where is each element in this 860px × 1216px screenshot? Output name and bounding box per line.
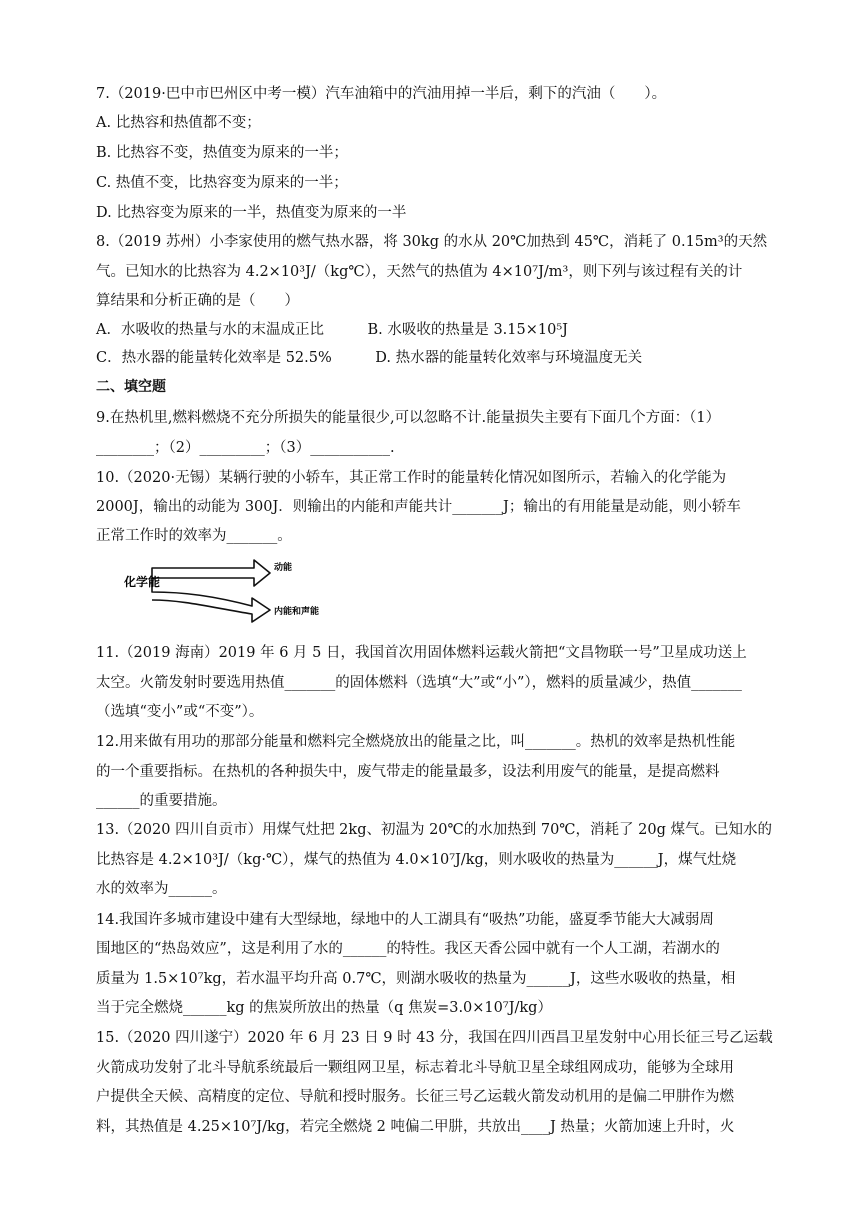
q14-line-2: 围地区的“热岛效应”，这是利用了水的______的特性。我区天香公园中就有一个人工湖，若湖水的 [96, 941, 720, 957]
q8-line-2: 气。已知水的比热容为 4.2×10³J/（kg℃），天然气的热值为 4×10⁷J/m³，则下列与该过程有关的计 [96, 264, 743, 280]
section-heading: 二、填空题 [96, 379, 166, 395]
kinetic-energy-arrow [152, 560, 270, 586]
q11-line-1: 11.（2019 海南）2019 年 6 月 5 日，我国首次用固体燃料运载火箭把“文昌物联一号”卫星成功送上 [96, 645, 747, 661]
kinetic-energy-label: 动能 [274, 563, 293, 573]
q9-line-1: 9.在热机里,燃料燃烧不充分所损失的能量很少,可以忽略不计.能量损失主要有下面几个方面：（1） [96, 410, 721, 426]
q10-line-1: 10.（2020·无锡）某辆行驶的小轿车，其正常工作时的能量转化情况如图所示，若输入的化学能为 [96, 470, 727, 486]
q7-option-c: C. 热值不变，比热容变为原来的一半； [96, 175, 348, 191]
q15-line-4: 料，其热值是 4.25×10⁷J/kg，若完全燃烧 2 吨偏二甲肼，共放出____J 热量；火箭加速上升时，火 [96, 1119, 735, 1135]
q12-line-1: 12.用来做有用功的那部分能量和燃料完全燃烧放出的能量之比，叫_______。热机的效率是热机性能 [96, 734, 736, 750]
q7-option-d: D. 比热容变为原来的一半，热值变为原来的一半 [96, 205, 407, 221]
q14-line-1: 14.我国许多城市建设中建有大型绿地，绿地中的人工湖具有“吸热”功能，盛夏季节能大大减弱周 [96, 912, 714, 928]
internal-sound-energy-label: 内能和声能 [274, 607, 320, 617]
q7-option-b: B. 比热容不变，热值变为原来的一半； [96, 145, 348, 161]
q15-line-2: 火箭成功发射了北斗导航系统最后一颗组网卫星，标志着北斗导航卫星全球组网成功，能够为全球用 [96, 1060, 734, 1076]
q13-line-1: 13.（2020 四川自贡市）用煤气灶把 2kg、初温为 20℃的水加热到 70℃，消耗了 20g 煤气。已知水的 [96, 822, 772, 838]
internal-sound-energy-arrow [152, 578, 270, 622]
q9-line-2: ________；（2）_________；（3）___________. [96, 440, 395, 456]
q8-options-cd: C．热水器的能量转化效率是 52.5% D. 热水器的能量转化效率与环境温度无关 [96, 350, 643, 366]
q12-line-2: 的一个重要指标。在热机的各种损失中，废气带走的能量最多，设法利用废气的能量，是提高燃料 [96, 764, 720, 780]
q8-options-ab: A．水吸收的热量与水的末温成正比 B. 水吸收的热量是 3.15×10⁵J [96, 322, 568, 338]
q15-line-3: 户提供全天候、高精度的定位、导航和授时服务。长征三号乙运载火箭发动机用的是偏二甲肼作为燃 [96, 1089, 734, 1105]
q15-line-1: 15.（2020 四川遂宁）2020 年 6 月 23 日 9 时 43 分，我国在四川西昌卫星发射中心用长征三号乙运载 [96, 1030, 773, 1046]
q10-line-2: 2000J，输出的动能为 300J．则输出的内能和声能共计_______J；输出的有用能量是动能，则小轿车 [96, 499, 741, 515]
q13-line-2: 比热容是 4.2×10³J/（kg·℃），煤气的热值为 4.0×10⁷J/kg，则水吸收的热量为______J，煤气灶烧 [96, 852, 737, 868]
q11-line-2: 太空。火箭发射时要选用热值_______的固体燃料（选填“大”或“小”），燃料的质量减少，热值_______ [96, 675, 742, 691]
q8-line-3: 算结果和分析正确的是（ ） [96, 293, 299, 309]
q14-line-3: 质量为 1.5×10⁷kg，若水温平均升高 0.7℃，则湖水吸收的热量为______J，这些水吸收的热量，相 [96, 971, 736, 987]
q8-line-1: 8.（2019 苏州）小李家使用的燃气热水器，将 30kg 的水从 20℃加热到 45℃，消耗了 0.15m³的天然 [96, 234, 768, 250]
q11-line-3: （选填“变小”或“不变”）。 [96, 704, 264, 720]
q10-line-3: 正常工作时的效率为_______。 [96, 528, 292, 544]
q14-line-4: 当于完全燃烧______kg 的焦炭所放出的热量（q 焦炭=3.0×10⁷J/kg） [96, 1000, 552, 1016]
energy-flow-diagram [124, 548, 364, 626]
chemical-energy-label: 化学能 [124, 575, 161, 589]
q12-line-3: ______的重要措施。 [96, 793, 227, 809]
q7-stem: 7.（2019·巴中市巴州区中考一模）汽车油箱中的汽油用掉一半后，剩下的汽油（ ）。 [96, 86, 667, 102]
q7-option-a: A. 比热容和热值都不变； [96, 115, 261, 131]
q13-line-3: 水的效率为______。 [96, 881, 227, 897]
